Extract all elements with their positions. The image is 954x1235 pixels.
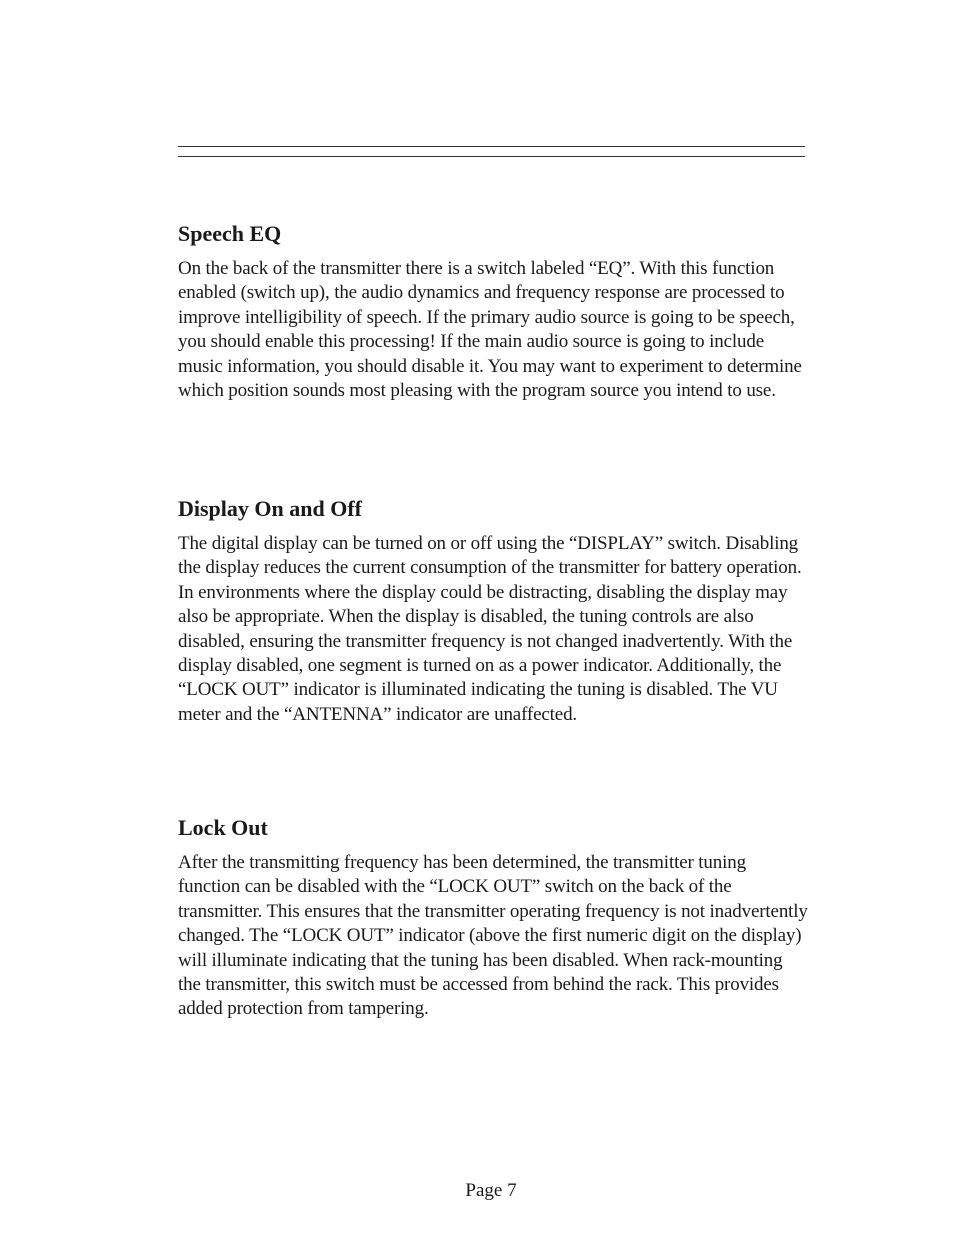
header-rule-bottom: [178, 156, 805, 157]
section-lock-out: [178, 815, 808, 1022]
section-body: After the transmitting frequency has been determined, the transmitter tuning function can be disabled with the “LOCK OUT” switch on the back of the transmitter. This ensures that the transmitter operating frequency is not inadvertently changed. The “LOCK OUT” indicator (above the first numeric digit on the display) will illuminate indicating that the tuning has been disabled. When rack-mounting the transmitter, this switch must be accessed from behind the rack. This provides added protection from tampering.: [178, 852, 808, 1020]
header-rule-top: [178, 146, 805, 147]
section-speech-eq: [178, 221, 808, 403]
section-body: The digital display can be turned on or off using the “DISPLAY” switch. Disabling the display reduces the current consumption of the transmitter for battery operation. In environments where the display could be distracting, disabling the display may also be appropriate. When the display is disabled, the tuning controls are also disabled, ensuring the transmitter frequency is not changed inadvertently. With the display disabled, one segment is turned on as a power indicator. Additionally, the “LOCK OUT” indicator is illuminated indicating the tuning is disabled. The VU meter and the “ANTENNA” indicator are unaffected.: [178, 533, 802, 725]
page-number: Page 7: [465, 1180, 517, 1201]
section-heading: Lock Out: [178, 815, 268, 840]
section-heading: Speech EQ: [178, 221, 282, 246]
section-display-on-off: [178, 496, 808, 727]
section-body: On the back of the transmitter there is a switch labeled “EQ”. With this function enabled (switch up), the audio dynamics and frequency response are processed to improve intelligibility of speech. If the primary audio source is going to be speech, you should enable this processing! If the main audio source is going to include music information, you should disable it. You may want to experiment to determine which position sounds most pleasing with the program source you intend to use.: [178, 258, 802, 402]
section-heading: Display On and Off: [178, 496, 362, 521]
